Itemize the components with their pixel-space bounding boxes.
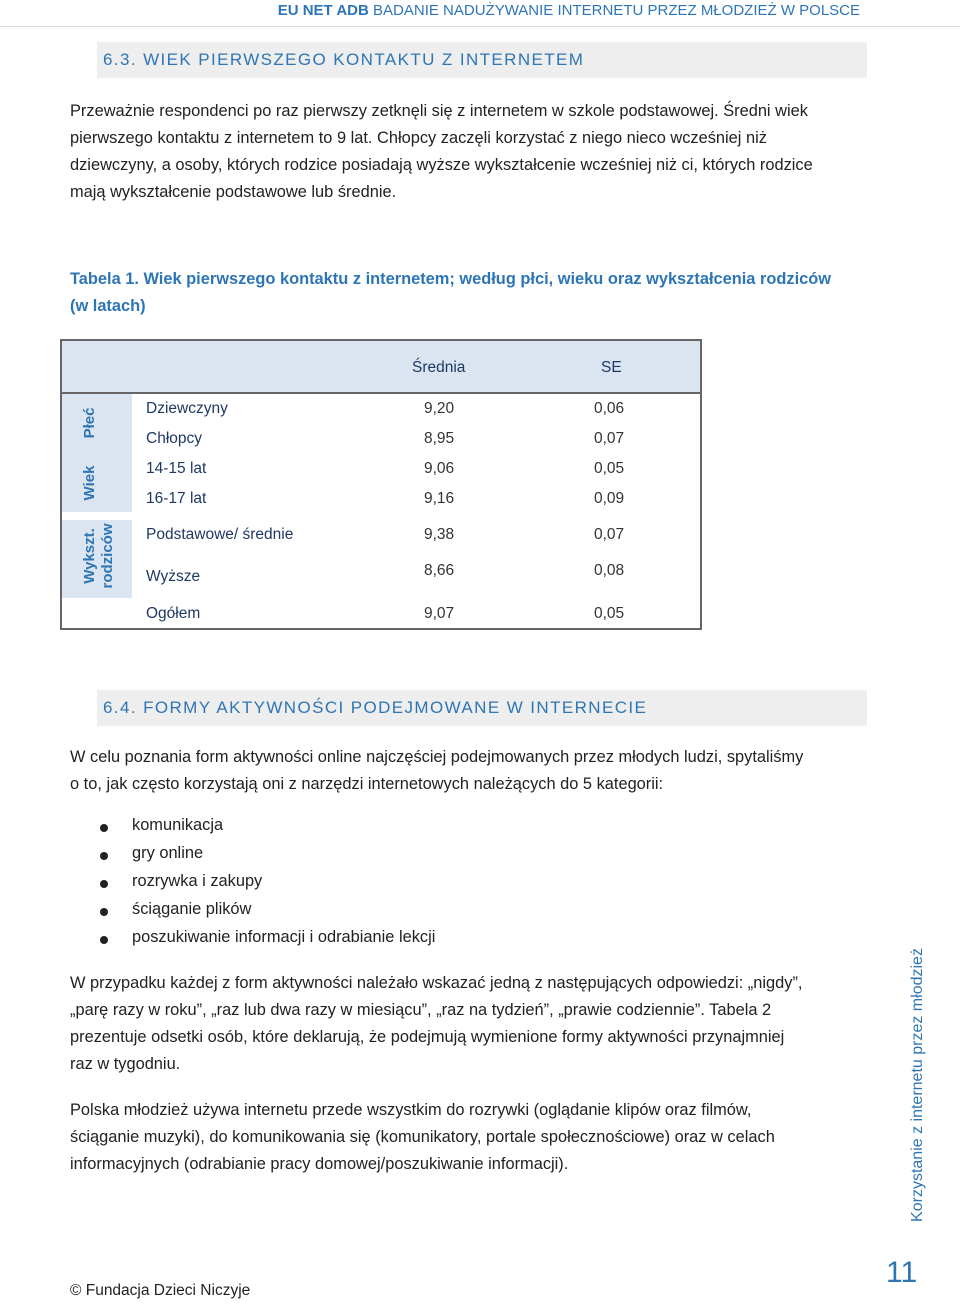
- group-label-gender: Płeć: [81, 407, 98, 439]
- paragraph-line: pierwszego kontaktu z internetem to 9 lat. Chłopcy zaczęli korzystać z niego nieco wcześniej niż: [70, 129, 767, 147]
- group-label-line: rodziców: [99, 523, 116, 589]
- section-heading-6-4: 6.4. FORMY AKTYWNOŚCI PODEJMOWANE W INTERNECIE: [97, 690, 867, 726]
- paragraph-line: dziewczyny, a osoby, których rodzice posiadają wyższe wykształcenie wcześniej niż ci, których rodzice: [70, 156, 813, 174]
- table-caption: [70, 266, 870, 320]
- table-row-label: Wyższe: [146, 568, 201, 585]
- table-cell-se: 0,08: [594, 562, 625, 579]
- group-label-age: Wiek: [81, 465, 98, 501]
- list-item-text: gry online: [132, 844, 204, 862]
- list-item-text: komunikacja: [132, 816, 224, 834]
- table-cell-mean: 9,07: [424, 605, 455, 622]
- page-number: 11: [886, 1256, 918, 1289]
- table-row-label: Podstawowe/ średnie: [146, 526, 294, 543]
- table-row-label: 16-17 lat: [146, 490, 207, 507]
- table-cell-se: 0,07: [594, 430, 625, 447]
- section-6-4-paragraph-2: [70, 970, 860, 1078]
- table-cell-mean: 8,95: [424, 430, 455, 447]
- bullet-icon: [100, 936, 108, 944]
- table-cell-se: 0,05: [594, 605, 625, 622]
- caption-line: (w latach): [70, 297, 146, 315]
- paragraph-line: o to, jak często korzystają oni z narzędzi internetowych należących do 5 kategorii:: [70, 775, 664, 793]
- group-label-line: Wykszt.: [81, 528, 98, 584]
- caption-line: Tabela 1. Wiek pierwszego kontaktu z internetem; według płci, wieku oraz wykształcenia rodziców: [70, 270, 831, 288]
- bullet-icon: [100, 908, 108, 916]
- table-row-total-label: Ogółem: [146, 605, 201, 622]
- paragraph-line: ściąganie muzyki), do komunikowania się (komunikatory, portale społecznościowe) oraz w celach: [70, 1128, 775, 1146]
- table-cell-mean: 9,20: [424, 400, 455, 417]
- paragraph-line: Przeważnie respondenci po raz pierwszy zetknęli się z internetem w szkole podstawowej. Średni wiek: [70, 102, 808, 120]
- column-header-se: SE: [601, 359, 622, 376]
- paragraph-line: raz w tygodniu.: [70, 1055, 181, 1073]
- bullet-icon: [100, 852, 108, 860]
- paragraph-line: W przypadku każdej z form aktywności należało wskazać jedną z następujących odpowiedzi: „nigdy”,: [70, 974, 803, 992]
- paragraph-line: prezentuje odsetki osób, które deklarują, że podejmują wymienione formy aktywności przynajmniej: [70, 1028, 785, 1046]
- section-heading-6-3: 6.3. WIEK PIERWSZEGO KONTAKTU Z INTERNETEM: [97, 42, 867, 78]
- header-divider: [0, 26, 960, 27]
- table-cell-se: 0,09: [594, 490, 625, 507]
- paragraph-line: Polska młodzież używa internetu przede wszystkim do rozrywki (oglądanie klipów oraz filmów,: [70, 1101, 752, 1119]
- header-title: BADANIE NADUŻYWANIE INTERNETU PRZEZ MŁODZIEŻ W POLSCE: [368, 2, 860, 19]
- table-body-frame: [60, 392, 702, 630]
- paragraph-line: informacyjnych (odrabianie pracy domowej/poszukiwanie informacji).: [70, 1155, 569, 1173]
- section-6-4-intro: [70, 744, 860, 798]
- bullet-icon: [100, 880, 108, 888]
- table-cell-mean: 8,66: [424, 562, 455, 579]
- table-header-row: [60, 339, 702, 394]
- header-brand: EU NET ADB: [277, 2, 369, 19]
- running-header: [278, 2, 860, 19]
- side-running-title: Korzystanie z internetu przez młodzież: [909, 948, 926, 1222]
- table-cell-se: 0,06: [594, 400, 625, 417]
- section-6-4-paragraph-3: [70, 1097, 860, 1178]
- list-item-text: rozrywka i zakupy: [132, 872, 263, 890]
- table-cell-mean: 9,38: [424, 526, 455, 543]
- footer-copyright: © Fundacja Dzieci Niczyje: [70, 1282, 251, 1299]
- table-row-label: Dziewczyny: [146, 400, 228, 417]
- bullet-icon: [100, 824, 108, 832]
- list-item-text: ściąganie plików: [132, 900, 252, 918]
- paragraph-line: mają wykształcenie podstawowe lub średnie.: [70, 183, 397, 201]
- paragraph-line: W celu poznania form aktywności online najczęściej podejmowanych przez młodych ludzi, spytaliśmy: [70, 748, 804, 766]
- column-header-mean: Średnia: [412, 359, 466, 376]
- list-item-text: poszukiwanie informacji i odrabianie lekcji: [132, 928, 436, 946]
- group-label-parent-education: [81, 523, 117, 588]
- paragraph-line: „parę razy w roku”, „raz lub dwa razy w miesiącu”, „raz na tydzień”, „prawie codziennie”. Tabela 2: [70, 1001, 772, 1019]
- table-row-label: 14-15 lat: [146, 460, 207, 477]
- table-row-label: Chłopcy: [146, 430, 202, 447]
- table-cell-se: 0,07: [594, 526, 625, 543]
- section-6-3-paragraph: [70, 98, 860, 206]
- table-cell-mean: 9,06: [424, 460, 455, 477]
- table-cell-se: 0,05: [594, 460, 625, 477]
- table-cell-mean: 9,16: [424, 490, 455, 507]
